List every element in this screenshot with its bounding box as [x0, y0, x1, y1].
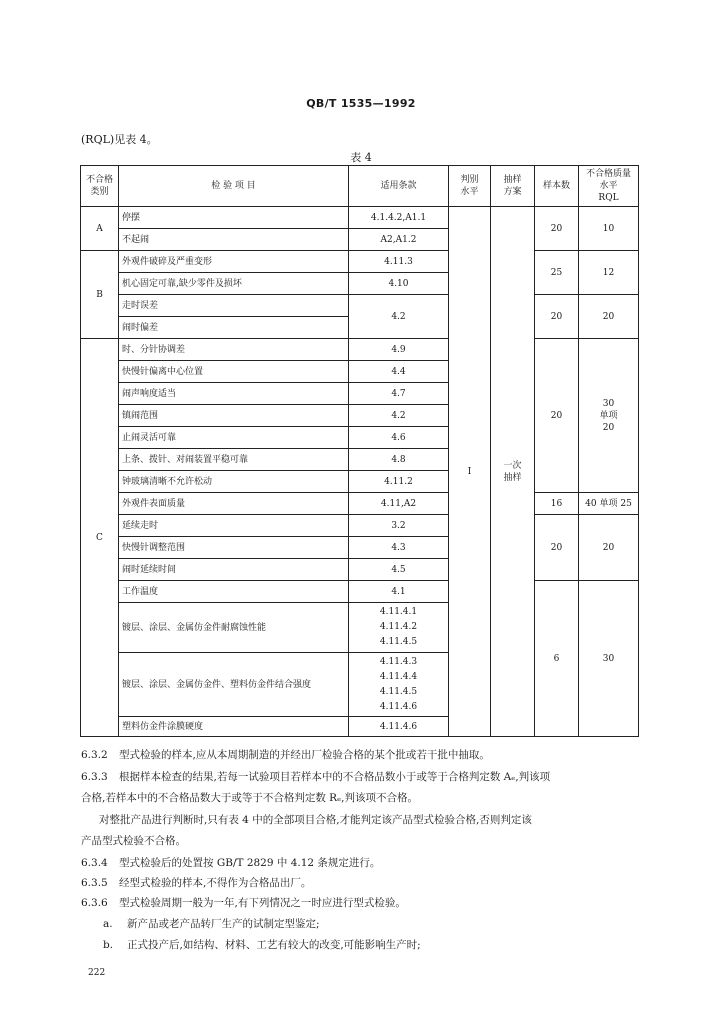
item-cell: 快慢针偏离中心位置	[119, 361, 349, 383]
judgment-level-cell: I	[449, 207, 491, 737]
category-cell: C	[81, 339, 119, 737]
item-cell: 快慢针调整范围	[119, 537, 349, 559]
sample-size-cell: 6	[535, 581, 579, 737]
clause-cell: 4.1	[349, 581, 449, 603]
clause-cell: 4.1.4.2,A1.1	[349, 207, 449, 229]
sampling-plan-line: 抽样	[503, 472, 522, 483]
paragraph-text: 型式检验周期一般为一年,有下列情况之一时应进行型式检验。	[119, 897, 406, 909]
rql-cell: 10	[579, 207, 639, 251]
clause-line: 4.11.4.5	[379, 637, 418, 647]
clause-cell: 4.2	[349, 405, 449, 427]
rql-line: 单项	[599, 410, 618, 421]
clause-cell	[349, 603, 449, 653]
clause-cell: 4.9	[349, 339, 449, 361]
clause-cell: A2,A1.2	[349, 229, 449, 251]
rql-cell: 20	[579, 295, 639, 339]
item-cell: 时、分针协调差	[119, 339, 349, 361]
item-cell: 停摆	[119, 207, 349, 229]
inspection-table	[80, 165, 639, 737]
sampling-plan-line: 一次	[503, 460, 522, 471]
table-header-row	[81, 166, 639, 207]
clause-cell: 3.2	[349, 515, 449, 537]
paragraph-6-3-5	[81, 876, 641, 891]
clause-cell: 4.8	[349, 449, 449, 471]
sample-size-cell: 20	[535, 515, 579, 581]
list-item-text: 正式投产后,如结构、材料、工艺有较大的改变,可能影响生产时;	[127, 939, 421, 951]
header-sampling-line: 抽样	[503, 175, 522, 185]
item-cell: 镀层、涂层、金属仿金件耐腐蚀性能	[119, 603, 349, 653]
sampling-plan-cell	[491, 207, 535, 737]
intro-line: (RQL)见表 4。	[81, 133, 158, 146]
header-judgment-line: 水平	[460, 187, 479, 197]
clause-number: 6.3.5	[81, 877, 108, 889]
header-category-line: 不合格	[85, 175, 113, 185]
category-cell: B	[81, 251, 119, 339]
table-row	[81, 515, 639, 537]
clause-cell: 4.11,A2	[349, 493, 449, 515]
rql-cell: 40 单项 25	[579, 493, 639, 515]
header-judgment-line: 判别	[460, 175, 479, 185]
header-clause: 适用条款	[349, 166, 449, 207]
clause-line: 4.11.4.4	[379, 671, 418, 682]
list-item-b	[103, 938, 663, 953]
paragraph-text: 型式检验的样本,应从本周期制造的并经出厂检验合格的某个批或若干批中抽取。	[119, 749, 490, 761]
item-cell: 闹时延续时间	[119, 559, 349, 581]
item-cell: 止闹灵活可靠	[119, 427, 349, 449]
item-cell: 不起闹	[119, 229, 349, 251]
item-cell: 塑料仿金件涂膜硬度	[119, 717, 349, 737]
header-sampling-line: 方案	[503, 187, 522, 197]
clause-number: 6.3.3	[81, 771, 108, 783]
rql-cell	[579, 339, 639, 493]
list-marker: b.	[103, 939, 114, 951]
header-sample-size: 样本数	[535, 166, 579, 207]
sample-size-cell: 20	[535, 295, 579, 339]
clause-line: 4.11.4.2	[379, 622, 418, 632]
rql-cell: 12	[579, 251, 639, 295]
item-cell: 机心固定可靠,缺少零件及损坏	[119, 273, 349, 295]
list-item-a	[103, 917, 663, 932]
clause-cell	[349, 653, 449, 717]
clause-cell: 4.10	[349, 273, 449, 295]
table-row	[81, 251, 639, 273]
paragraph-6-3-4	[81, 856, 641, 871]
clause-cell: 4.6	[349, 427, 449, 449]
list-item-text: 新产品或老产品转厂生产的试制定型鉴定;	[127, 918, 320, 930]
table-caption: 表 4	[350, 151, 372, 164]
item-cell: 工作温度	[119, 581, 349, 603]
item-cell: 上条、拨针、对闹装置平稳可靠	[119, 449, 349, 471]
rql-cell: 30	[579, 581, 639, 737]
clause-number: 6.3.4	[81, 857, 108, 869]
page-number: 222	[88, 968, 106, 978]
clause-cell: 4.7	[349, 383, 449, 405]
item-cell: 闹声响度适当	[119, 383, 349, 405]
paragraph-6-3-2	[81, 748, 641, 763]
paragraph-text: 型式检验后的处置按 GB/T 2829 中 4.12 条规定进行。	[119, 857, 381, 869]
paragraph-judgment: 对整批产品进行判断时,只有表 4 中的全部项目合格,才能判定该产品型式检验合格,否则判定该	[99, 814, 532, 826]
table-row	[81, 581, 639, 603]
item-cell: 走时误差	[119, 295, 349, 317]
paragraph-continuation: 合格,若样本中的不合格品数大于或等于不合格判定数 Rₑ,判该项不合格。	[81, 792, 418, 804]
paragraph-6-3-3	[81, 770, 641, 785]
item-cell: 钟玻璃清晰不允许松动	[119, 471, 349, 493]
header-category-line: 类别	[90, 187, 109, 197]
clause-cell: 4.5	[349, 559, 449, 581]
sample-size-cell: 25	[535, 251, 579, 295]
clause-line: 4.11.4.5	[379, 686, 418, 697]
paragraph-text: 经型式检验的样本,不得作为合格品出厂。	[119, 877, 312, 889]
list-marker: a.	[103, 918, 113, 930]
rql-line: 20	[602, 422, 615, 433]
item-cell: 镇闹范围	[119, 405, 349, 427]
item-cell: 外观件表面质量	[119, 493, 349, 515]
category-cell: A	[81, 207, 119, 251]
table-row	[81, 493, 639, 515]
clause-cell: 4.4	[349, 361, 449, 383]
table-row	[81, 207, 639, 229]
clause-number: 6.3.6	[81, 897, 108, 909]
header-item: 检 验 项 目	[119, 166, 349, 207]
header-judgment-level	[449, 166, 491, 207]
sample-size-cell: 20	[535, 207, 579, 251]
clause-line: 4.11.4.3	[379, 656, 418, 667]
clause-number: 6.3.2	[81, 749, 108, 761]
item-cell: 镀层、涂层、金属仿金件、塑料仿金件结合强度	[119, 653, 349, 717]
table-row	[81, 339, 639, 361]
clause-cell: 4.11.3	[349, 251, 449, 273]
header-rql	[579, 166, 639, 207]
sample-size-cell: 16	[535, 493, 579, 515]
paragraph-6-3-6	[81, 896, 641, 911]
paragraph-text: 根据样本检查的结果,若每一试验项目若样本中的不合格品数小于或等于合格判定数 Aₑ,判该项	[119, 771, 551, 783]
clause-cell: 4.11.2	[349, 471, 449, 493]
item-cell: 闹时偏差	[119, 317, 349, 339]
paragraph-continuation: 产品型式检验不合格。	[81, 835, 186, 847]
item-cell: 外观件破碎及严重变形	[119, 251, 349, 273]
sample-size-cell: 20	[535, 339, 579, 493]
clause-cell: 4.3	[349, 537, 449, 559]
header-sampling-plan	[491, 166, 535, 207]
clause-line: 4.11.4.6	[379, 701, 418, 712]
header-rql-line: RQL	[598, 193, 619, 203]
header-category	[81, 166, 119, 207]
clause-cell: 4.2	[349, 295, 449, 339]
rql-cell: 20	[579, 515, 639, 581]
clause-cell: 4.11.4.6	[349, 717, 449, 737]
running-header: QB/T 1535—1992	[306, 97, 416, 110]
rql-line: 30	[602, 398, 615, 409]
table-row	[81, 295, 639, 317]
item-cell: 延续走时	[119, 515, 349, 537]
header-rql-line: 不合格质量水平	[585, 169, 631, 191]
clause-line: 4.11.4.1	[379, 607, 418, 617]
